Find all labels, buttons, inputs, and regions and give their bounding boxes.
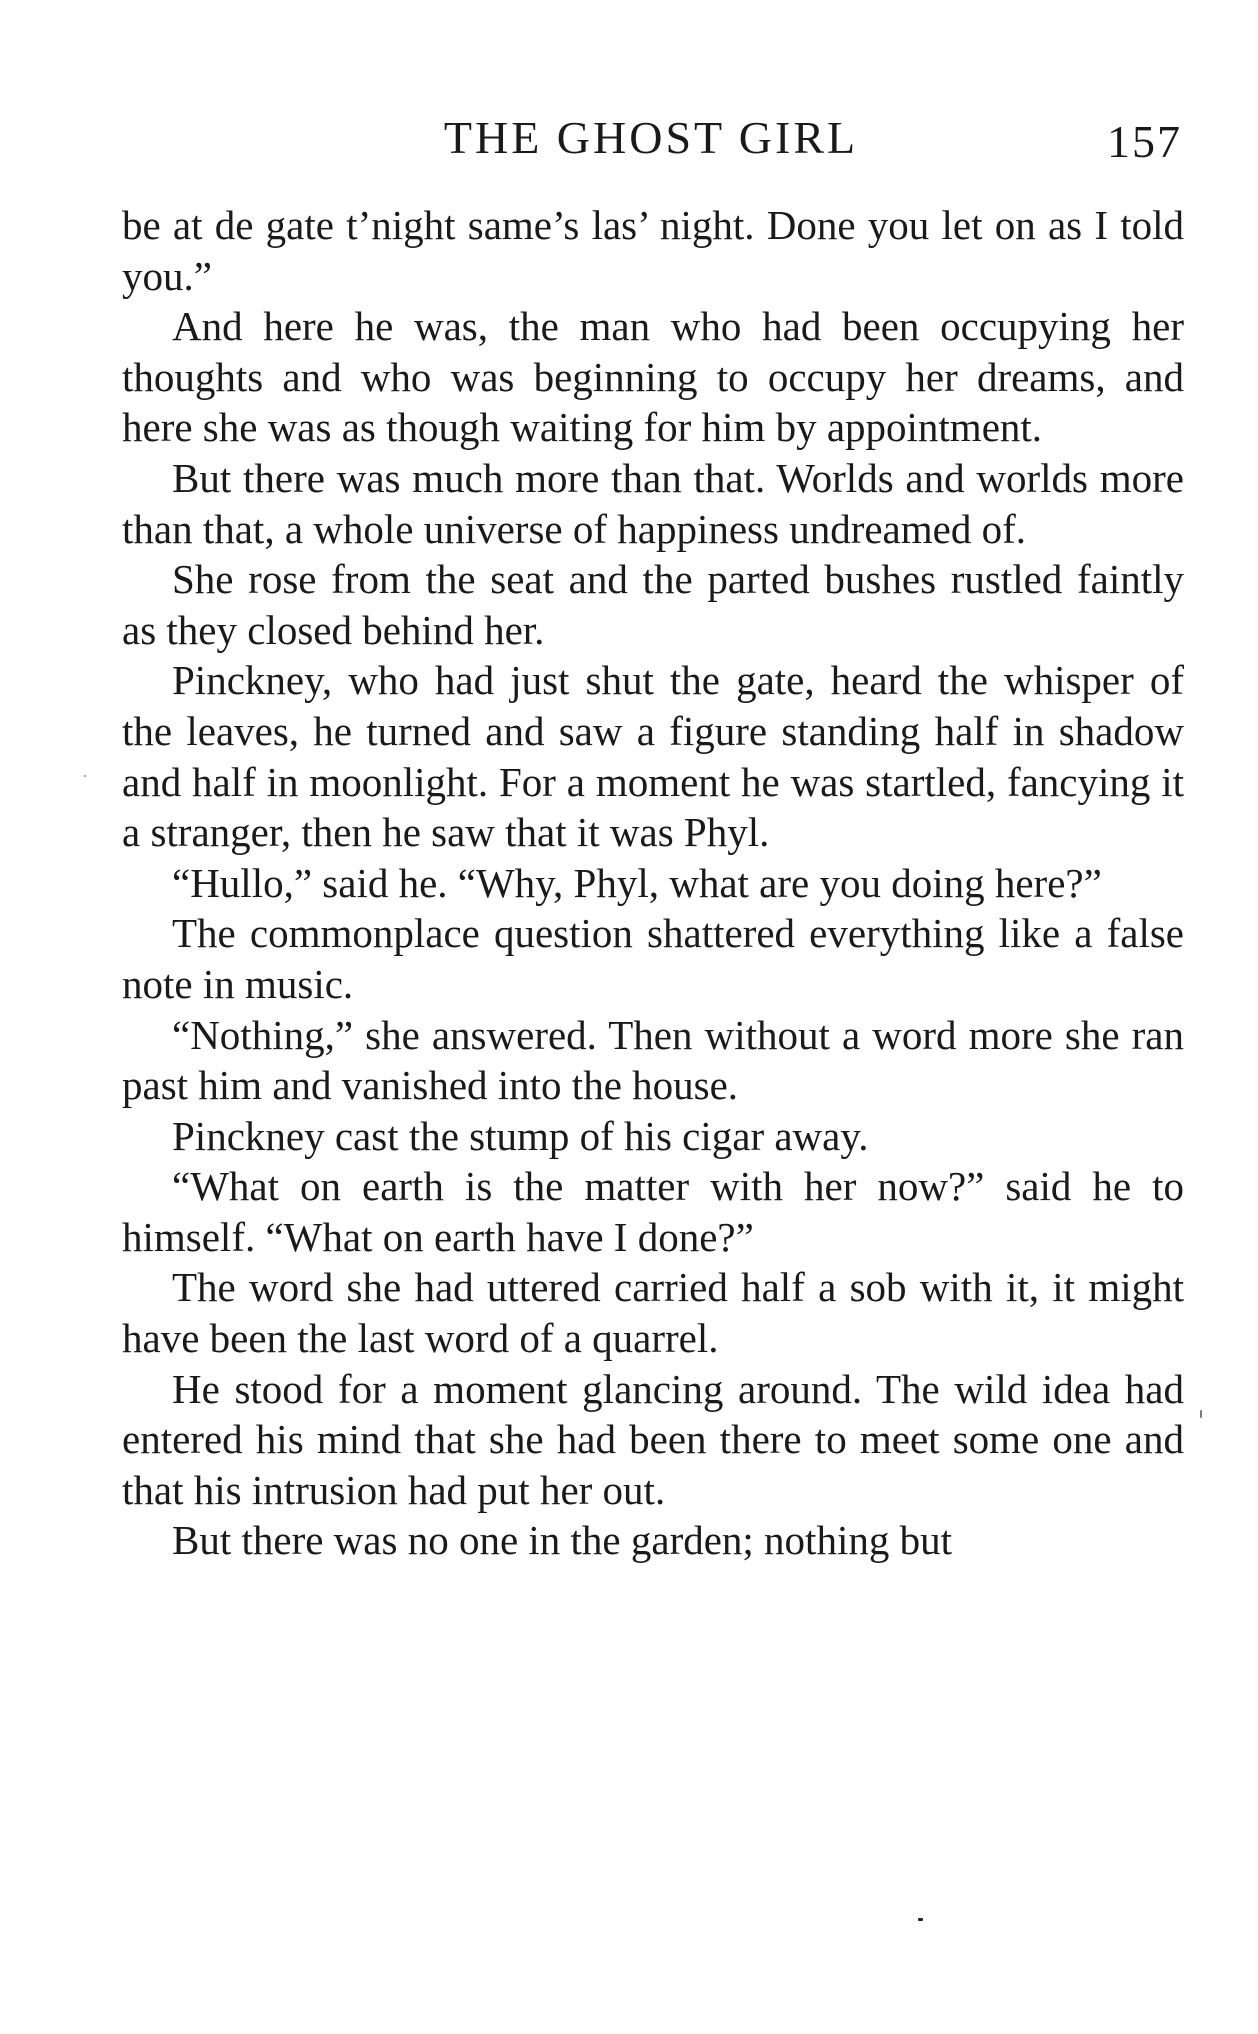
paragraph: “Nothing,” she answered. Then without a word more she ran past him and vanished into the house. [122,1011,1184,1109]
paragraph: He stood for a moment glancing around. The wild idea had entered his mind that she had been there to meet some one and that his intrusion had put her out. [122,1365,1184,1513]
running-head [120,108,1182,168]
paragraph: The commonplace question shattered everything like a false note in music. [122,910,1184,1007]
paragraph: She rose from the seat and the parted bushes rustled faintly as they closed behind her. [122,556,1184,653]
body-text [122,200,1184,1566]
paragraph: Pinckney, who had just shut the gate, heard the whisper of the leaves, he turned and saw a figure standing half in shadow and half in moonlight. For a moment he was startled, fancying it a stranger, then he saw that it was Phyl. [122,657,1184,856]
paragraph: But there was much more than that. Worlds and worlds more than that, a whole universe of happiness undreamed of. [122,454,1184,552]
print-speck [918,1918,923,1921]
paragraph: “Hullo,” said he. “Why, Phyl, what are you doing here?” [172,859,1102,906]
print-speck [84,775,86,777]
paragraph-continued: be at de gate t’night same’s las’ night. Done you let on as I told you.” [122,202,1184,299]
paragraph: Pinckney cast the stump of his cigar away. [172,1112,869,1159]
running-title: THE GHOST GIRL [443,112,859,163]
paragraph: And here he was, the man who had been occupying her thoughts and who was beginning to occupy her dreams, and here she was as though waiting for him by appointment. [122,303,1184,451]
paragraph: The word she had uttered carried half a sob with it, it might have been the last word of a quarrel. [122,1264,1184,1362]
page-number: 157 [1107,116,1182,167]
paragraph: “What on earth is the matter with her now?” said he to himself. “What on earth have I done?” [122,1163,1184,1260]
print-speck [1200,1410,1202,1418]
paragraph: But there was no one in the garden; nothing but [172,1517,952,1564]
